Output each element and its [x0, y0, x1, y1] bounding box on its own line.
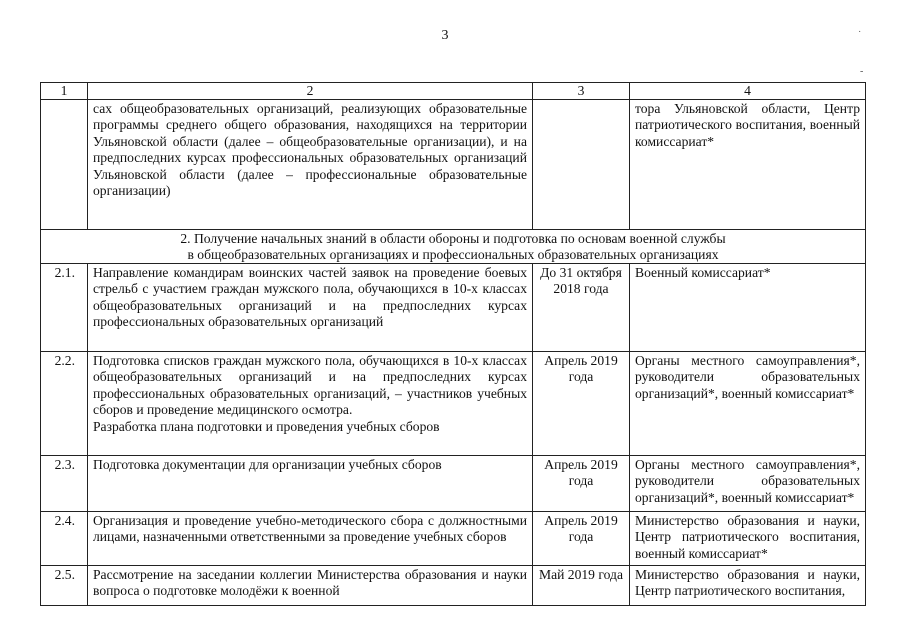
row-description: Подготовка документации для организации учебных сборов [88, 456, 533, 512]
row-date [533, 100, 630, 230]
row-responsible: Органы местного самоуправления*, руководители образовательных организаций*, военный комиссариат* [630, 352, 866, 456]
row-number: 2.1. [41, 264, 88, 352]
scan-mark: - [860, 66, 864, 77]
section-heading [41, 230, 866, 264]
row-number: 2.4. [41, 512, 88, 566]
table-row [41, 264, 866, 352]
table-row [41, 100, 866, 230]
row-description: Рассмотрение на заседании коллегии Министерства образования и науки вопроса о подготовке молодёжи к военной [88, 566, 533, 606]
row-description: сах общеобразовательных организаций, реализующих образовательные программы среднего общего образования, находящихся на территории Ульяновской области (далее – общеобразовательные организации), и на предпоследних курсах профессиональных образовательных организаций Ульяновской области (далее – профессиональные образовательные организации) [88, 100, 533, 230]
header-cell: 2 [88, 83, 533, 100]
row-responsible: Министерство образования и науки, Центр патриотического воспитания, военный комиссариат* [630, 512, 866, 566]
row-responsible: Министерство образования и науки, Центр патриотического воспитания, [630, 566, 866, 606]
table-row [41, 566, 866, 606]
row-description-text: Подготовка списков граждан мужского пола, обучающихся в 10-х классах общеобразовательных организаций и на предпоследних курсах профессиональных образовательных организаций, – участников учебных сборов и проведение медицинского осмотра. [93, 353, 527, 418]
header-cell: 3 [533, 83, 630, 100]
row-number: 2.5. [41, 566, 88, 606]
table-row [41, 352, 866, 456]
table-row [41, 512, 866, 566]
row-description-extra: Разработка плана подготовки и проведения учебных сборов [93, 418, 440, 434]
row-number: 2.3. [41, 456, 88, 512]
section-heading-line: в общеобразовательных организациях и профессиональных образовательных организациях [187, 247, 719, 262]
row-date: До 31 октября 2018 года [533, 264, 630, 352]
row-number: 2.2. [41, 352, 88, 456]
plan-table [40, 82, 866, 606]
row-description [88, 352, 533, 456]
row-responsible: Органы местного самоуправления*, руководители образовательных организаций*, военный комиссариат* [630, 456, 866, 512]
header-cell: 1 [41, 83, 88, 100]
row-number [41, 100, 88, 230]
table-row [41, 456, 866, 512]
section-heading-line: 2. Получение начальных знаний в области обороны и подготовка по основам военной службы [180, 231, 726, 246]
row-description: Направление командирам воинских частей заявок на проведение боевых стрельб с участием граждан мужского пола, обучающихся в 10-х классах общеобразовательных организаций и на предпоследних курсах профессиональных образовательных организаций [88, 264, 533, 352]
header-cell: 4 [630, 83, 866, 100]
row-responsible: тора Ульяновской области, Центр патриотического воспитания, военный комиссариат* [630, 100, 866, 230]
row-date: Май 2019 года [533, 566, 630, 606]
row-responsible: Военный комиссариат* [630, 264, 866, 352]
row-date: Апрель 2019 года [533, 512, 630, 566]
header-row [41, 83, 866, 100]
page-number: 3 [441, 28, 449, 43]
row-date: Апрель 2019 года [533, 456, 630, 512]
scan-mark: ˙ [858, 30, 862, 41]
row-description: Организация и проведение учебно-методического сбора с должностными лицами, назначенными ответственными за проведение учебных сборов [88, 512, 533, 566]
section-heading-row [41, 230, 866, 264]
row-date: Апрель 2019 года [533, 352, 630, 456]
